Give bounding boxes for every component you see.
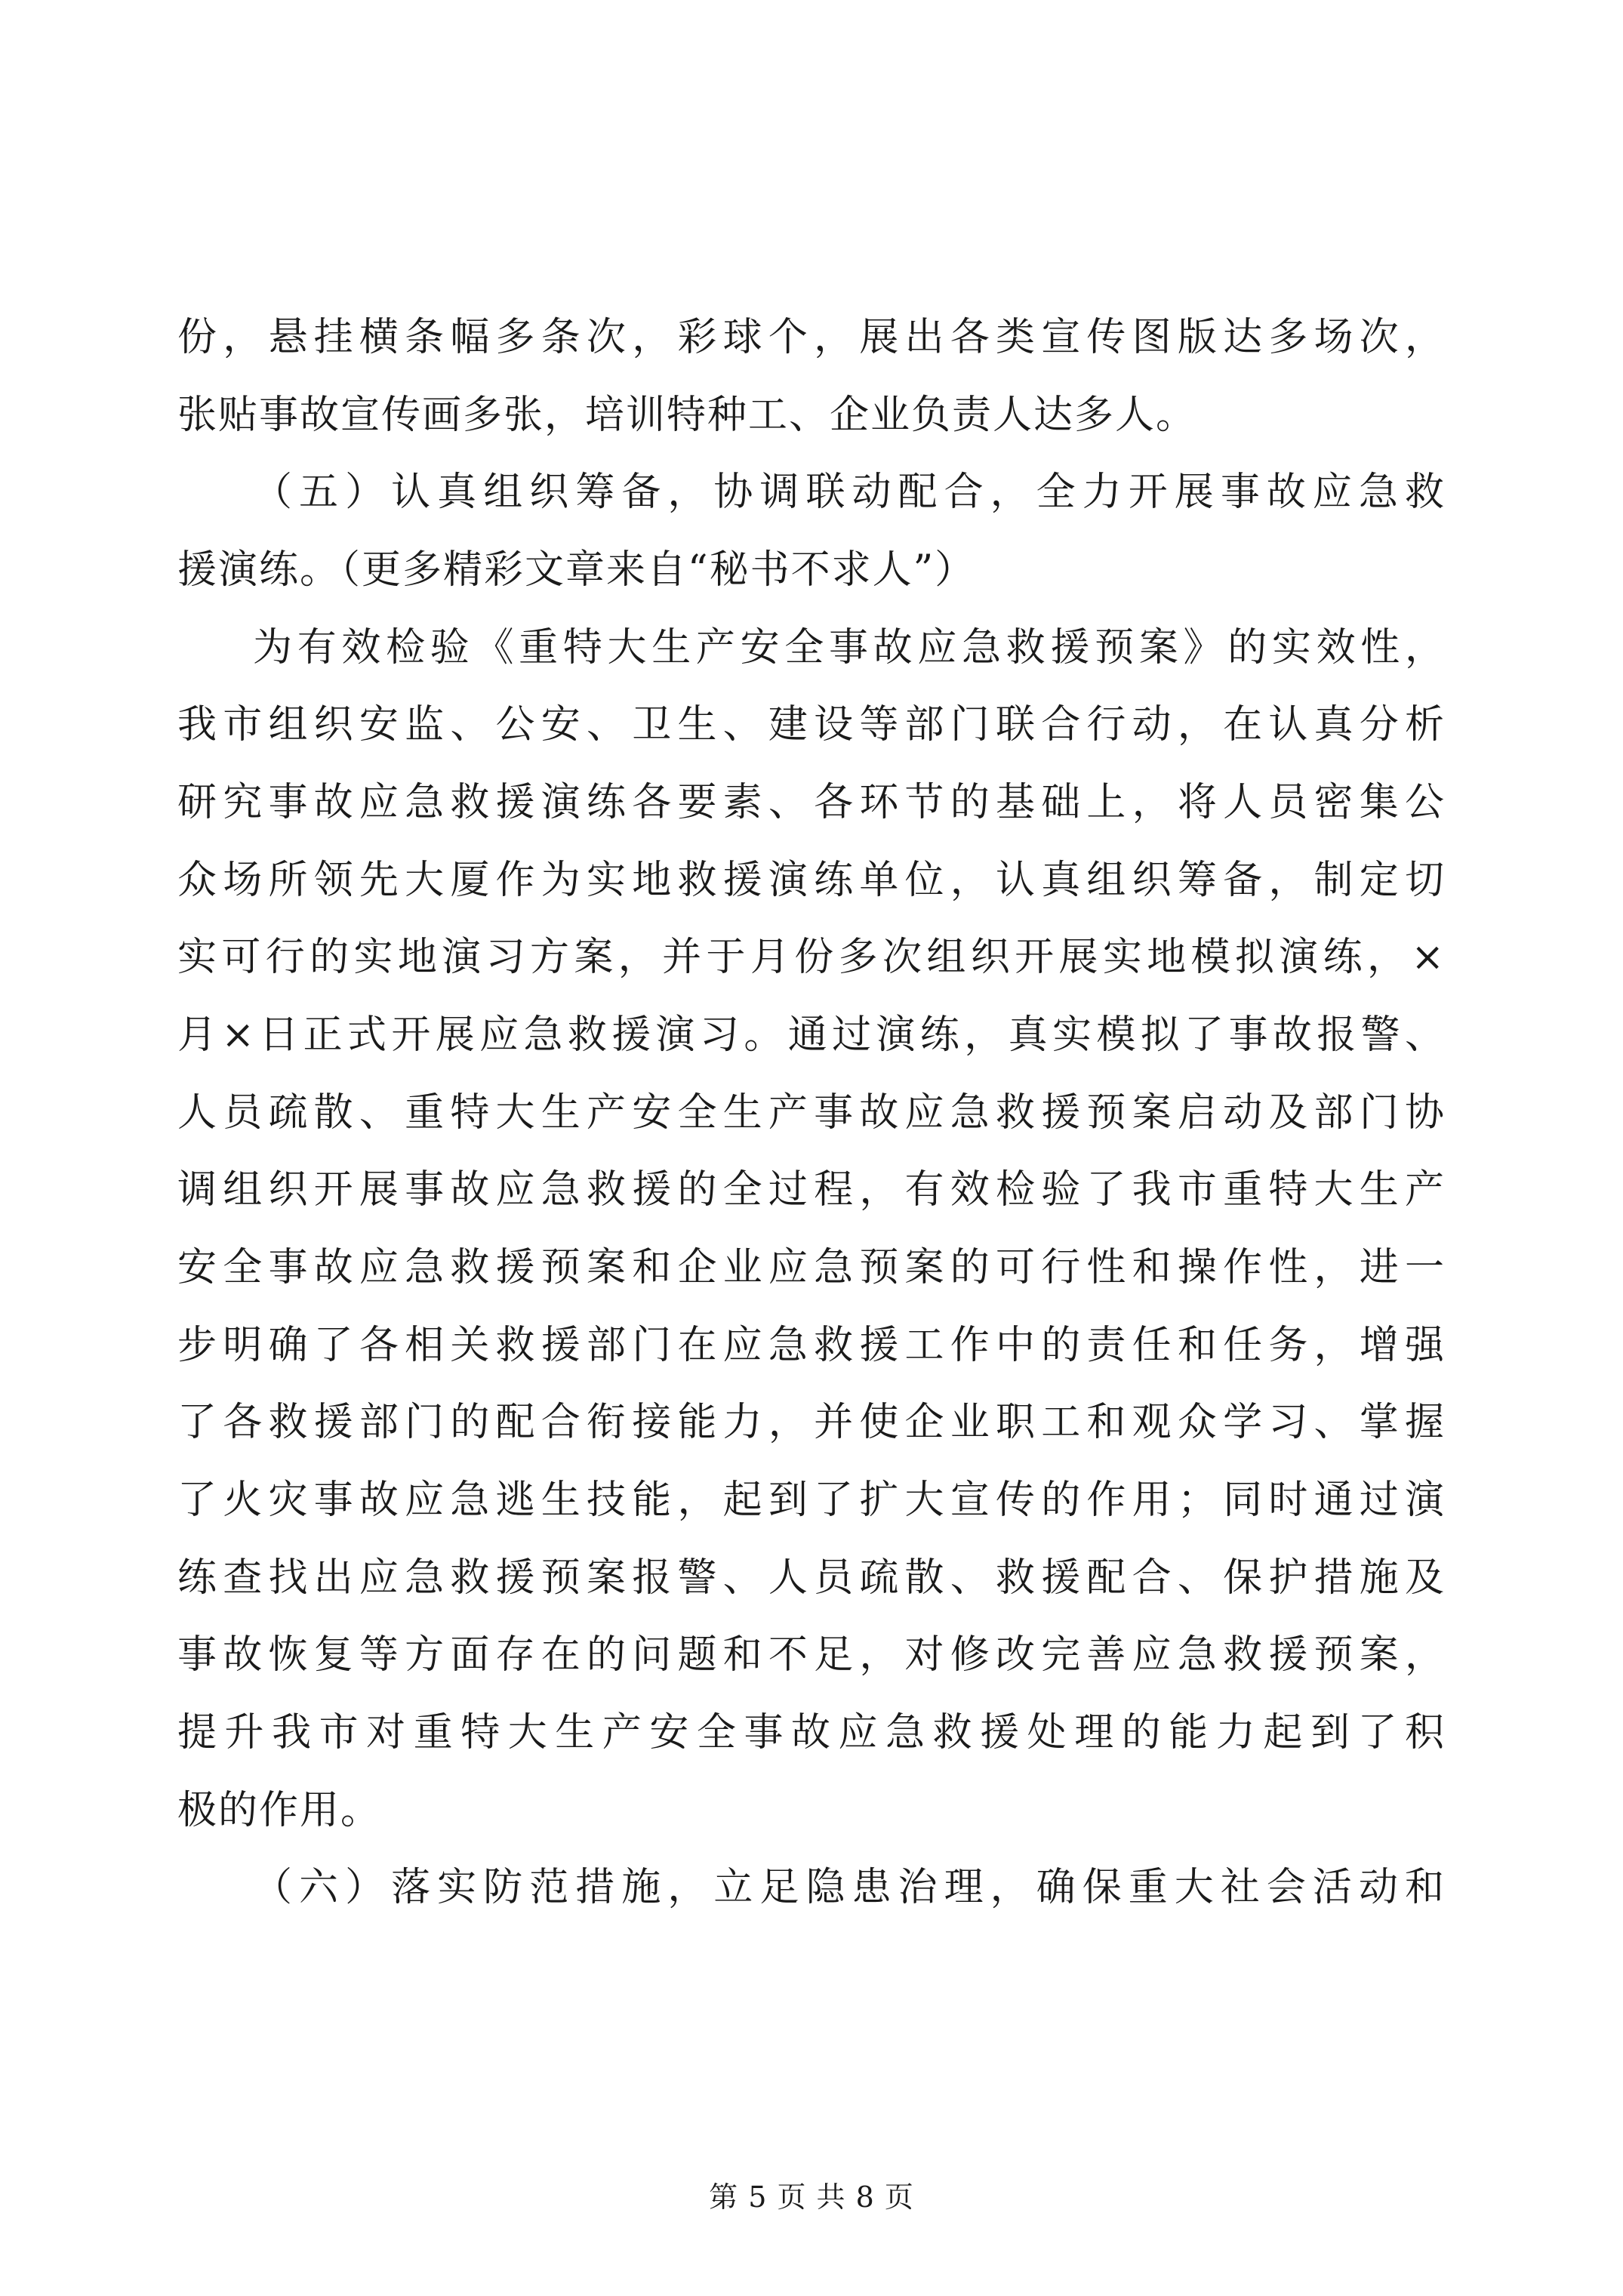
text-line: 了各救援部门的配合衔接能力，并使企业职工和观众学习、掌握 (177, 1400, 1446, 1445)
text-line: 练查找出应急救援预案报警、人员疏散、救援配合、保护措施及 (177, 1555, 1446, 1601)
text-line: 调组织开展事故应急救援的全过程，有效检验了我市重特大生产 (177, 1167, 1446, 1213)
text-line: 事故恢复等方面存在的问题和不足，对修改完善应急救援预案， (177, 1632, 1446, 1678)
text-line: 实可行的实地演习方案，并于月份多次组织开展实地模拟演练，× (177, 935, 1446, 980)
text-line: 张贴事故宣传画多张，培训特种工、企业负责人达多人。 (177, 393, 1197, 438)
text-line: 步明确了各相关救援部门在应急救援工作中的责任和任务，增强 (177, 1323, 1446, 1368)
text-line: 提升我市对重特大生产安全事故应急救援处理的能力起到了积 (177, 1710, 1446, 1755)
text-line: 人员疏散、重特大生产安全生产事故应急救援预案启动及部门协 (177, 1090, 1446, 1136)
text-line: 极的作用。 (177, 1788, 382, 1833)
text-line: 援演练。（更多精彩文章来自“秘书不求人”） (177, 547, 976, 593)
text-line: 众场所领先大厦作为实地救援演练单位，认真组织筹备，制定切 (177, 858, 1446, 903)
text-line: 了火灾事故应急逃生技能，起到了扩大宣传的作用；同时通过演 (177, 1478, 1446, 1523)
text-line: 份，悬挂横条幅多条次，彩球个，展出各类宣传图版达多场次， (177, 315, 1446, 360)
text-line: 安全事故应急救援预案和企业应急预案的可行性和操作性，进一 (177, 1245, 1446, 1290)
section-heading: （六）落实防范措施，立足隐患治理，确保重大社会活动和 (253, 1865, 1446, 1910)
text-line: 月×日正式开展应急救援演习。通过演练，真实模拟了事故报警、 (177, 1012, 1446, 1058)
text-line: 为有效检验《重特大生产安全事故应急救援预案》的实效性， (253, 625, 1446, 670)
text-line: 我市组织安监、公安、卫生、建设等部门联合行动，在认真分析 (177, 702, 1446, 747)
text-line: 研究事故应急救援演练各要素、各环节的基础上，将人员密集公 (177, 780, 1446, 825)
section-heading: （五）认真组织筹备，协调联动配合，全力开展事故应急救 (253, 470, 1446, 515)
page-number-footer: 第 5 页 共 8 页 (709, 2180, 914, 2214)
